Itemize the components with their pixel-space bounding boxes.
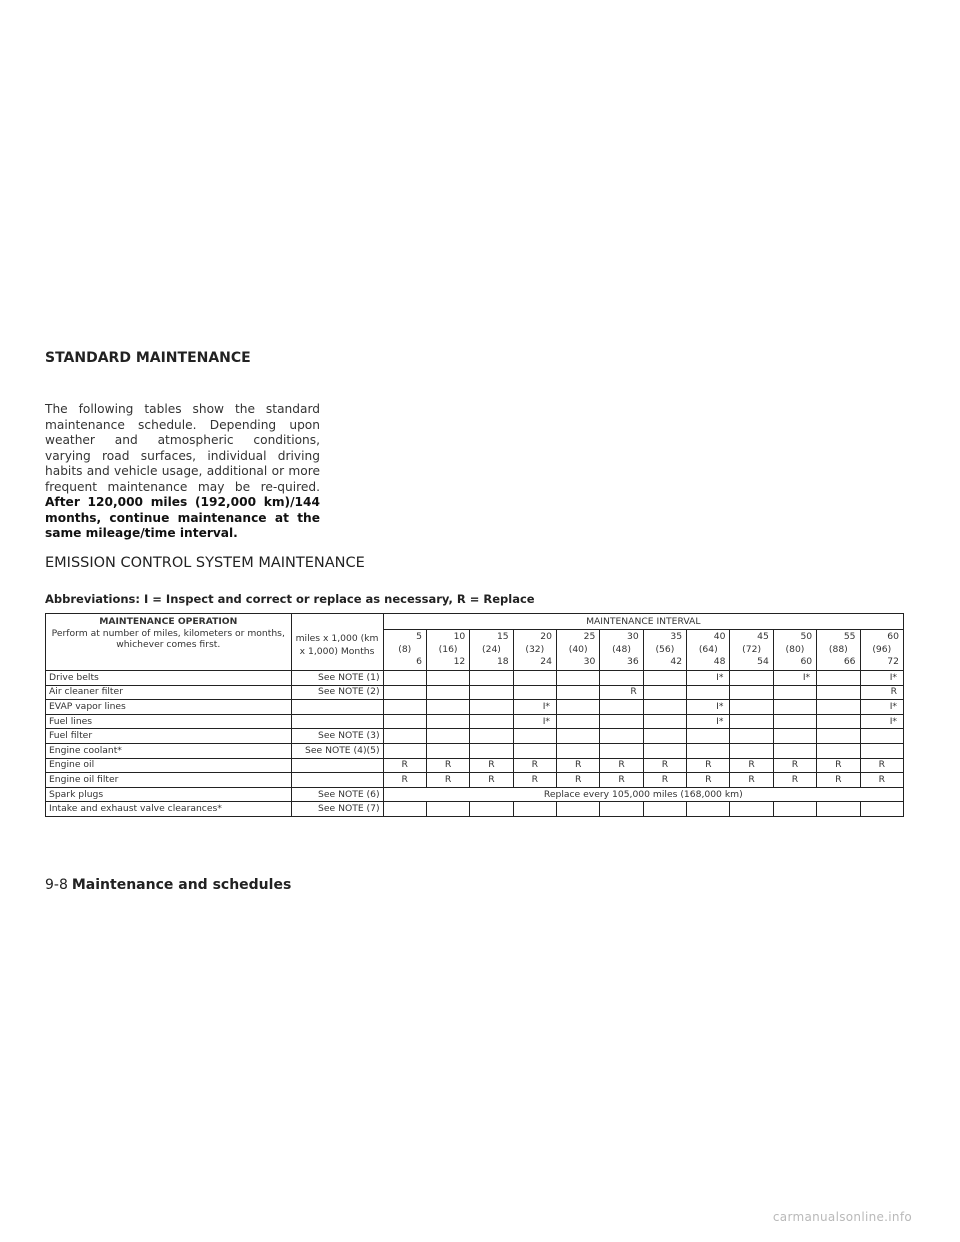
interval-km: (72) xyxy=(742,643,762,655)
units-header: miles x 1,000 (km x 1,000) Months xyxy=(291,614,383,671)
table-row xyxy=(46,802,904,817)
interval-cell: R xyxy=(383,758,426,773)
interval-cell xyxy=(470,729,513,744)
intro-paragraph xyxy=(45,402,320,542)
interval-cell xyxy=(426,685,469,700)
maintenance-note: See NOTE (4)(5) xyxy=(291,743,383,758)
interval-column-header xyxy=(383,630,426,671)
table-row xyxy=(46,773,904,788)
interval-cell xyxy=(860,802,903,817)
interval-cell xyxy=(773,729,816,744)
interval-cell xyxy=(383,802,426,817)
interval-cell xyxy=(513,685,556,700)
interval-km: (16) xyxy=(438,643,458,655)
maintenance-item: Spark plugs xyxy=(46,787,292,802)
interval-cell xyxy=(643,685,686,700)
interval-cell xyxy=(470,743,513,758)
interval-cell xyxy=(513,729,556,744)
operation-header-title: MAINTENANCE OPERATION xyxy=(99,616,238,627)
interval-km: (88) xyxy=(828,643,848,655)
interval-cell xyxy=(600,714,643,729)
interval-cell: R xyxy=(470,773,513,788)
maintenance-item: EVAP vapor lines xyxy=(46,700,292,715)
interval-cell: R xyxy=(860,685,903,700)
interval-cell xyxy=(383,729,426,744)
interval-cell xyxy=(817,685,860,700)
interval-cell xyxy=(600,729,643,744)
interval-column-header xyxy=(557,630,600,671)
interval-cell xyxy=(817,671,860,686)
interval-cell: I* xyxy=(860,700,903,715)
interval-miles: 40 xyxy=(713,631,726,643)
interval-miles: 15 xyxy=(496,631,509,643)
interval-cell: R xyxy=(773,773,816,788)
interval-cell: I* xyxy=(687,714,730,729)
interval-km: (64) xyxy=(698,643,718,655)
interval-cell xyxy=(817,700,860,715)
maintenance-item: Engine oil filter xyxy=(46,773,292,788)
interval-cell: R xyxy=(600,685,643,700)
interval-cell: R xyxy=(600,773,643,788)
maintenance-note xyxy=(291,700,383,715)
maintenance-note: See NOTE (6) xyxy=(291,787,383,802)
interval-miles: 50 xyxy=(800,631,813,643)
interval-cell: I* xyxy=(860,671,903,686)
interval-cell xyxy=(383,685,426,700)
interval-column-header xyxy=(470,630,513,671)
interval-cell: R xyxy=(513,773,556,788)
interval-cell: R xyxy=(383,773,426,788)
interval-km: (56) xyxy=(655,643,675,655)
interval-cell xyxy=(600,700,643,715)
interval-cell xyxy=(513,671,556,686)
interval-cell xyxy=(773,685,816,700)
interval-cell: R xyxy=(817,758,860,773)
maintenance-item: Air cleaner filter xyxy=(46,685,292,700)
table-row xyxy=(46,787,904,802)
interval-cell xyxy=(557,729,600,744)
interval-miles: 35 xyxy=(670,631,683,643)
interval-cell xyxy=(773,714,816,729)
interval-cell xyxy=(383,700,426,715)
interval-miles: 10 xyxy=(453,631,466,643)
interval-miles: 60 xyxy=(887,631,899,643)
interval-months: 30 xyxy=(583,656,596,668)
interval-cell xyxy=(817,714,860,729)
interval-cell xyxy=(600,671,643,686)
interval-cell: I* xyxy=(513,700,556,715)
interval-cell xyxy=(470,685,513,700)
interval-cell: I* xyxy=(687,671,730,686)
operation-header xyxy=(46,614,292,671)
page-number: 9-8 xyxy=(45,877,68,893)
interval-miles: 30 xyxy=(627,631,639,643)
interval-cell xyxy=(860,743,903,758)
interval-cell xyxy=(730,802,773,817)
interval-cell: R xyxy=(600,758,643,773)
table-row xyxy=(46,685,904,700)
maintenance-note: See NOTE (2) xyxy=(291,685,383,700)
interval-cell: R xyxy=(643,773,686,788)
maintenance-note xyxy=(291,773,383,788)
subsection-title: EMISSION CONTROL SYSTEM MAINTENANCE xyxy=(45,555,365,571)
interval-cell xyxy=(513,802,556,817)
interval-months: 12 xyxy=(453,656,466,668)
interval-km: (32) xyxy=(525,643,545,655)
table-row xyxy=(46,714,904,729)
interval-months: 6 xyxy=(416,656,422,668)
interval-cell xyxy=(426,729,469,744)
interval-cell: R xyxy=(860,773,903,788)
interval-cell xyxy=(643,729,686,744)
maintenance-note: See NOTE (3) xyxy=(291,729,383,744)
interval-cell: R xyxy=(643,758,686,773)
operation-header-text: Perform at number of miles, kilometers or months, whichever comes first. xyxy=(51,627,285,650)
interval-km: (48) xyxy=(612,643,631,655)
interval-cell xyxy=(383,714,426,729)
interval-cell xyxy=(470,714,513,729)
interval-cell xyxy=(817,743,860,758)
interval-cell xyxy=(730,729,773,744)
interval-column-header xyxy=(513,630,556,671)
interval-cell: R xyxy=(557,758,600,773)
interval-cell xyxy=(687,802,730,817)
interval-cell xyxy=(687,729,730,744)
interval-cell xyxy=(557,671,600,686)
interval-cell xyxy=(860,729,903,744)
interval-miles: 25 xyxy=(583,631,596,643)
maintenance-item: Engine oil xyxy=(46,758,292,773)
interval-cell xyxy=(426,743,469,758)
interval-cell xyxy=(643,802,686,817)
maintenance-note: See NOTE (7) xyxy=(291,802,383,817)
interval-column-header xyxy=(643,630,686,671)
interval-cell xyxy=(383,743,426,758)
maintenance-item: Fuel filter xyxy=(46,729,292,744)
interval-cell xyxy=(730,743,773,758)
watermark: carmanualsonline.info xyxy=(772,1210,912,1224)
maintenance-note: See NOTE (1) xyxy=(291,671,383,686)
interval-km: (24) xyxy=(482,643,501,655)
interval-cell: R xyxy=(773,758,816,773)
interval-cell xyxy=(643,671,686,686)
interval-months: 24 xyxy=(540,656,552,668)
interval-cell xyxy=(470,671,513,686)
interval-column-header xyxy=(860,630,903,671)
interval-cell xyxy=(470,700,513,715)
interval-column-header xyxy=(426,630,469,671)
interval-months: 66 xyxy=(843,656,856,668)
interval-cell xyxy=(426,700,469,715)
abbreviations-legend: Abbreviations: I = Inspect and correct or replace as necessary, R = Replace xyxy=(45,592,535,606)
maintenance-item: Drive belts xyxy=(46,671,292,686)
interval-cell xyxy=(557,743,600,758)
interval-cell xyxy=(817,802,860,817)
table-row xyxy=(46,729,904,744)
interval-cell: I* xyxy=(513,714,556,729)
interval-cell xyxy=(513,743,556,758)
interval-months: 36 xyxy=(627,656,639,668)
interval-cell xyxy=(557,700,600,715)
interval-cell: R xyxy=(557,773,600,788)
interval-cell xyxy=(557,685,600,700)
interval-miles: 55 xyxy=(843,631,856,643)
interval-cell xyxy=(730,700,773,715)
interval-cell xyxy=(773,802,816,817)
table-body xyxy=(46,671,904,817)
interval-column-header xyxy=(600,630,643,671)
maintenance-note xyxy=(291,758,383,773)
maintenance-table xyxy=(45,613,904,817)
interval-cell xyxy=(600,802,643,817)
interval-cell xyxy=(643,714,686,729)
interval-header: MAINTENANCE INTERVAL xyxy=(383,614,903,630)
interval-cell xyxy=(730,685,773,700)
interval-cell xyxy=(600,743,643,758)
section-title: STANDARD MAINTENANCE xyxy=(45,350,251,366)
interval-cell xyxy=(643,700,686,715)
interval-months: 54 xyxy=(757,656,769,668)
interval-cell: R xyxy=(513,758,556,773)
interval-months: 48 xyxy=(713,656,726,668)
interval-cell xyxy=(383,671,426,686)
interval-cell xyxy=(730,714,773,729)
interval-miles: 5 xyxy=(416,631,422,643)
interval-cell: R xyxy=(730,758,773,773)
chapter-title: Maintenance and schedules xyxy=(71,877,292,893)
maintenance-note xyxy=(291,714,383,729)
interval-cell xyxy=(426,802,469,817)
table-row xyxy=(46,743,904,758)
page-footer xyxy=(45,877,291,893)
interval-cell: I* xyxy=(687,700,730,715)
interval-cell xyxy=(426,671,469,686)
interval-miles: 20 xyxy=(540,631,552,643)
maintenance-item: Fuel lines xyxy=(46,714,292,729)
maintenance-item: Intake and exhaust valve clearances* xyxy=(46,802,292,817)
interval-column-header xyxy=(730,630,773,671)
table-row xyxy=(46,700,904,715)
interval-cell xyxy=(643,743,686,758)
intro-bold-text: After 120,000 miles (192,000 km)/144 months, continue maintenance at the same mileage/time interval. xyxy=(45,495,320,540)
interval-cell: R xyxy=(860,758,903,773)
interval-column-header xyxy=(817,630,860,671)
interval-months: 18 xyxy=(496,656,509,668)
table-row xyxy=(46,758,904,773)
interval-column-header xyxy=(773,630,816,671)
interval-cell: I* xyxy=(773,671,816,686)
interval-km: (40) xyxy=(568,643,588,655)
interval-cell xyxy=(817,729,860,744)
interval-cell xyxy=(773,700,816,715)
interval-cell xyxy=(557,714,600,729)
interval-months: 42 xyxy=(670,656,683,668)
interval-cell xyxy=(557,802,600,817)
interval-cell: R xyxy=(817,773,860,788)
interval-span-note: Replace every 105,000 miles (168,000 km) xyxy=(383,787,903,802)
interval-cell xyxy=(470,802,513,817)
interval-column-header xyxy=(687,630,730,671)
maintenance-item: Engine coolant* xyxy=(46,743,292,758)
interval-cell xyxy=(426,714,469,729)
interval-cell: R xyxy=(426,773,469,788)
interval-cell: R xyxy=(426,758,469,773)
interval-km: (80) xyxy=(785,643,805,655)
table-row xyxy=(46,671,904,686)
interval-cell xyxy=(730,671,773,686)
interval-months: 72 xyxy=(887,656,899,668)
interval-miles: 45 xyxy=(757,631,769,643)
interval-km: (96) xyxy=(872,643,892,655)
interval-cell: R xyxy=(687,758,730,773)
interval-cell: R xyxy=(730,773,773,788)
intro-text: The following tables show the standard maintenance schedule. Depending upon weather and atmospheric conditions, varying road surfaces, individual driving habits and vehicle usage, additional or more frequent maintenance may be re-quired. xyxy=(45,402,320,494)
interval-months: 60 xyxy=(800,656,813,668)
interval-cell: R xyxy=(470,758,513,773)
interval-km: (8) xyxy=(398,643,412,655)
interval-cell xyxy=(773,743,816,758)
interval-cell: I* xyxy=(860,714,903,729)
interval-cell: R xyxy=(687,773,730,788)
interval-cell xyxy=(687,743,730,758)
interval-cell xyxy=(687,685,730,700)
